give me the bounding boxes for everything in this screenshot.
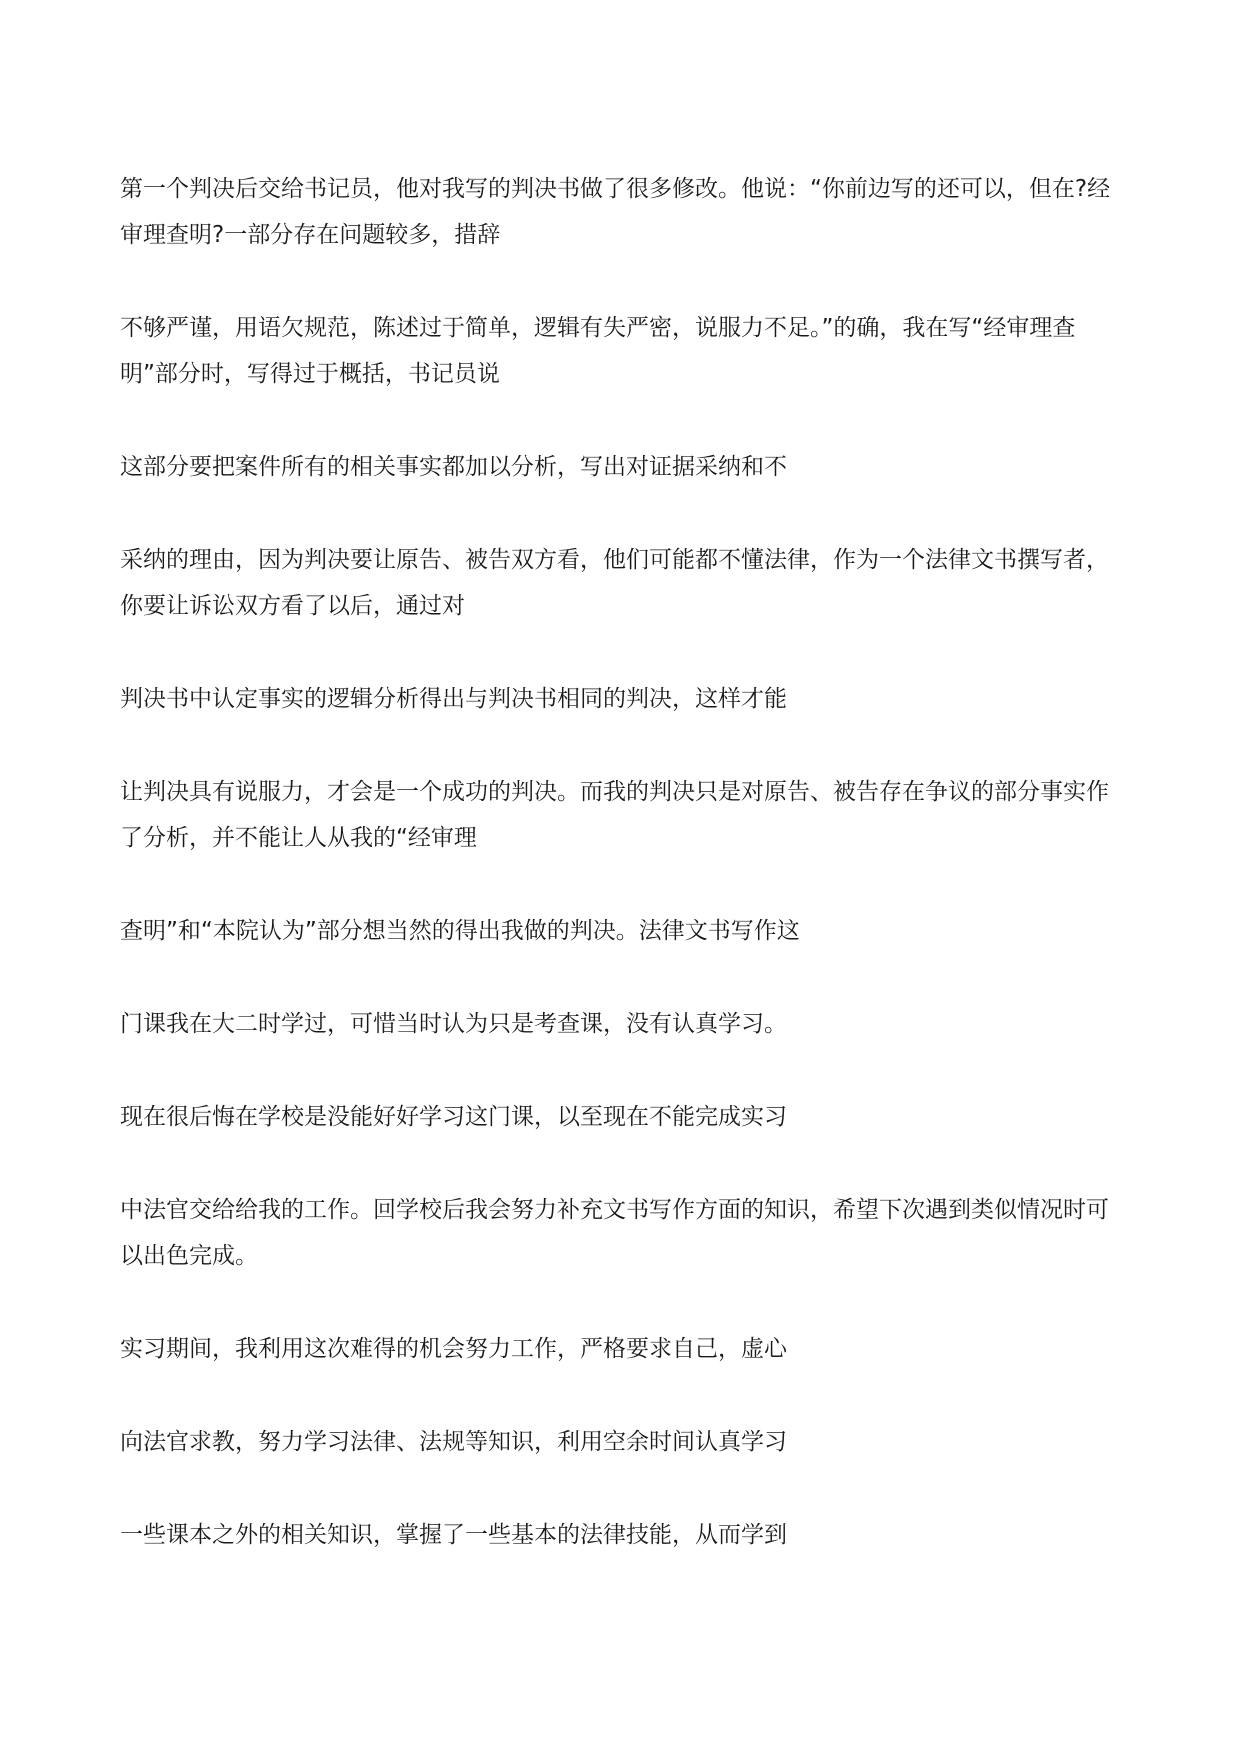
paragraph: 第一个判决后交给书记员，他对我写的判决书做了很多修改。他说：“你前边写的还可以，但在?经审理查明?一部分存在问题较多，措辞 bbox=[120, 176, 1111, 248]
paragraph: 现在很后悔在学校是没能好好学习这门课，以至现在不能完成实习 bbox=[120, 1104, 787, 1130]
paragraph: 让判决具有说服力，才会是一个成功的判决。而我的判决只是对原告、被告存在争议的部分事实作了分析，并不能让人从我的“经审理 bbox=[120, 779, 1109, 851]
paragraph: 实习期间，我利用这次难得的机会努力工作，严格要求自己，虚心 bbox=[120, 1336, 787, 1362]
paragraph: 查明”和“本院认为”部分想当然的得出我做的判决。法律文书写作这 bbox=[120, 918, 800, 944]
paragraph: 这部分要把案件所有的相关事实都加以分析，写出对证据采纳和不 bbox=[120, 454, 787, 480]
paragraph: 一些课本之外的相关知识，掌握了一些基本的法律技能，从而学到 bbox=[120, 1522, 787, 1548]
paragraph: 判决书中认定事实的逻辑分析得出与判决书相同的判决，这样才能 bbox=[120, 686, 787, 712]
paragraph: 采纳的理由，因为判决要让原告、被告双方看，他们可能都不懂法律，作为一个法律文书撰写者，你要让诉讼双方看了以后，通过对 bbox=[120, 547, 1109, 619]
paragraph: 不够严谨，用语欠规范，陈述过于简单，逻辑有失严密，说服力不足。”的确，我在写“经审理查明”部分时，写得过于概括，书记员说 bbox=[120, 315, 1076, 387]
document-body bbox=[120, 166, 1130, 1605]
paragraph: 门课我在大二时学过，可惜当时认为只是考查课，没有认真学习。 bbox=[120, 1011, 787, 1037]
paragraph: 向法官求教，努力学习法律、法规等知识，利用空余时间认真学习 bbox=[120, 1429, 787, 1455]
paragraph: 中法官交给给我的工作。回学校后我会努力补充文书写作方面的知识，希望下次遇到类似情况时可以出色完成。 bbox=[120, 1197, 1109, 1269]
